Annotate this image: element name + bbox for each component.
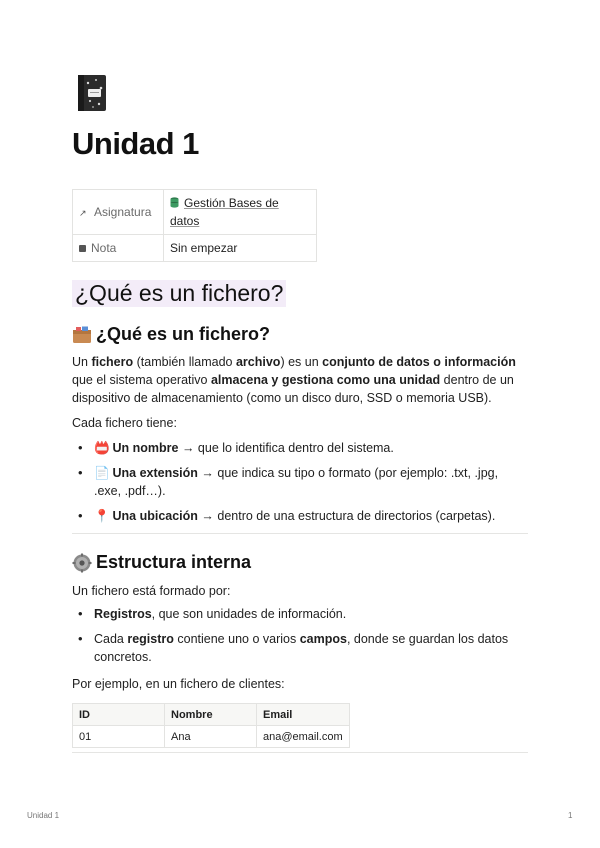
list-item: • 📍 Una ubicación → dentro de una estructura de directorios (carpetas).	[72, 507, 528, 525]
subsection-heading	[72, 552, 251, 573]
list-item: • 📛 Un nombre → que lo identifica dentro del sistema.	[72, 439, 528, 457]
intro-paragraph: Un fichero (también llamado archivo) es un conjunto de datos o información que el sistema operativo almacena y gestiona como una unidad dentro de un dispositivo de almacenamiento (como un disco duro, SSD o memoria USB).	[72, 355, 516, 405]
list-item: • Registros, que son unidades de información.	[72, 605, 528, 623]
structure-list	[72, 605, 528, 673]
property-value[interactable]	[164, 190, 317, 235]
property-row	[73, 190, 317, 235]
pin-icon: 📍	[94, 509, 110, 523]
table-cell: 01	[73, 726, 165, 748]
table-cell: Ana	[165, 726, 257, 748]
footer-title: Unidad 1	[27, 811, 60, 820]
property-row	[73, 235, 317, 262]
example-intro: Por ejemplo, en un fichero de clientes:	[72, 677, 285, 691]
property-key	[73, 190, 164, 235]
notebook-icon	[76, 74, 108, 112]
page-number: 1	[568, 811, 573, 820]
page-icon: 📄	[94, 466, 110, 480]
gear-icon	[72, 553, 92, 573]
section-heading: ¿Qué es un fichero?	[72, 280, 286, 307]
table-header-row	[73, 704, 350, 726]
list-item: • 📄 Una extensión → que indica su tipo o formato (por ejemplo: .txt, .jpg, .exe, .pdf…).	[72, 464, 528, 500]
divider	[72, 533, 528, 534]
square-icon	[79, 245, 86, 252]
page-title: Unidad 1	[72, 126, 199, 161]
column-header: Nombre	[165, 704, 257, 726]
arrow-up-right-icon: ↗	[79, 208, 87, 218]
list-intro: Cada fichero tiene:	[72, 416, 177, 430]
table-row	[73, 726, 350, 748]
subsection-heading	[72, 324, 270, 345]
property-key	[73, 235, 164, 262]
divider	[72, 752, 528, 753]
table-cell: ana@email.com	[257, 726, 350, 748]
file-box-icon	[72, 325, 92, 345]
column-header: Email	[257, 704, 350, 726]
database-icon	[170, 197, 179, 208]
relation-link[interactable]: Gestión Bases de datos	[170, 196, 279, 228]
property-key-label: Asignatura	[94, 205, 152, 219]
properties-table	[72, 189, 317, 262]
file-attributes-list	[72, 439, 528, 532]
subsection-title: Estructura interna	[96, 552, 252, 572]
clients-table	[72, 703, 350, 748]
structure-intro: Un fichero está formado por:	[72, 584, 231, 598]
subsection-title: ¿Qué es un fichero?	[96, 324, 271, 344]
name-badge-icon: 📛	[94, 441, 110, 455]
property-key-label: Nota	[91, 241, 117, 255]
property-value[interactable]: Sin empezar	[164, 235, 317, 262]
list-item: • Cada registro contiene uno o varios campos, donde se guardan los datos concretos.	[72, 630, 528, 666]
column-header: ID	[73, 704, 165, 726]
